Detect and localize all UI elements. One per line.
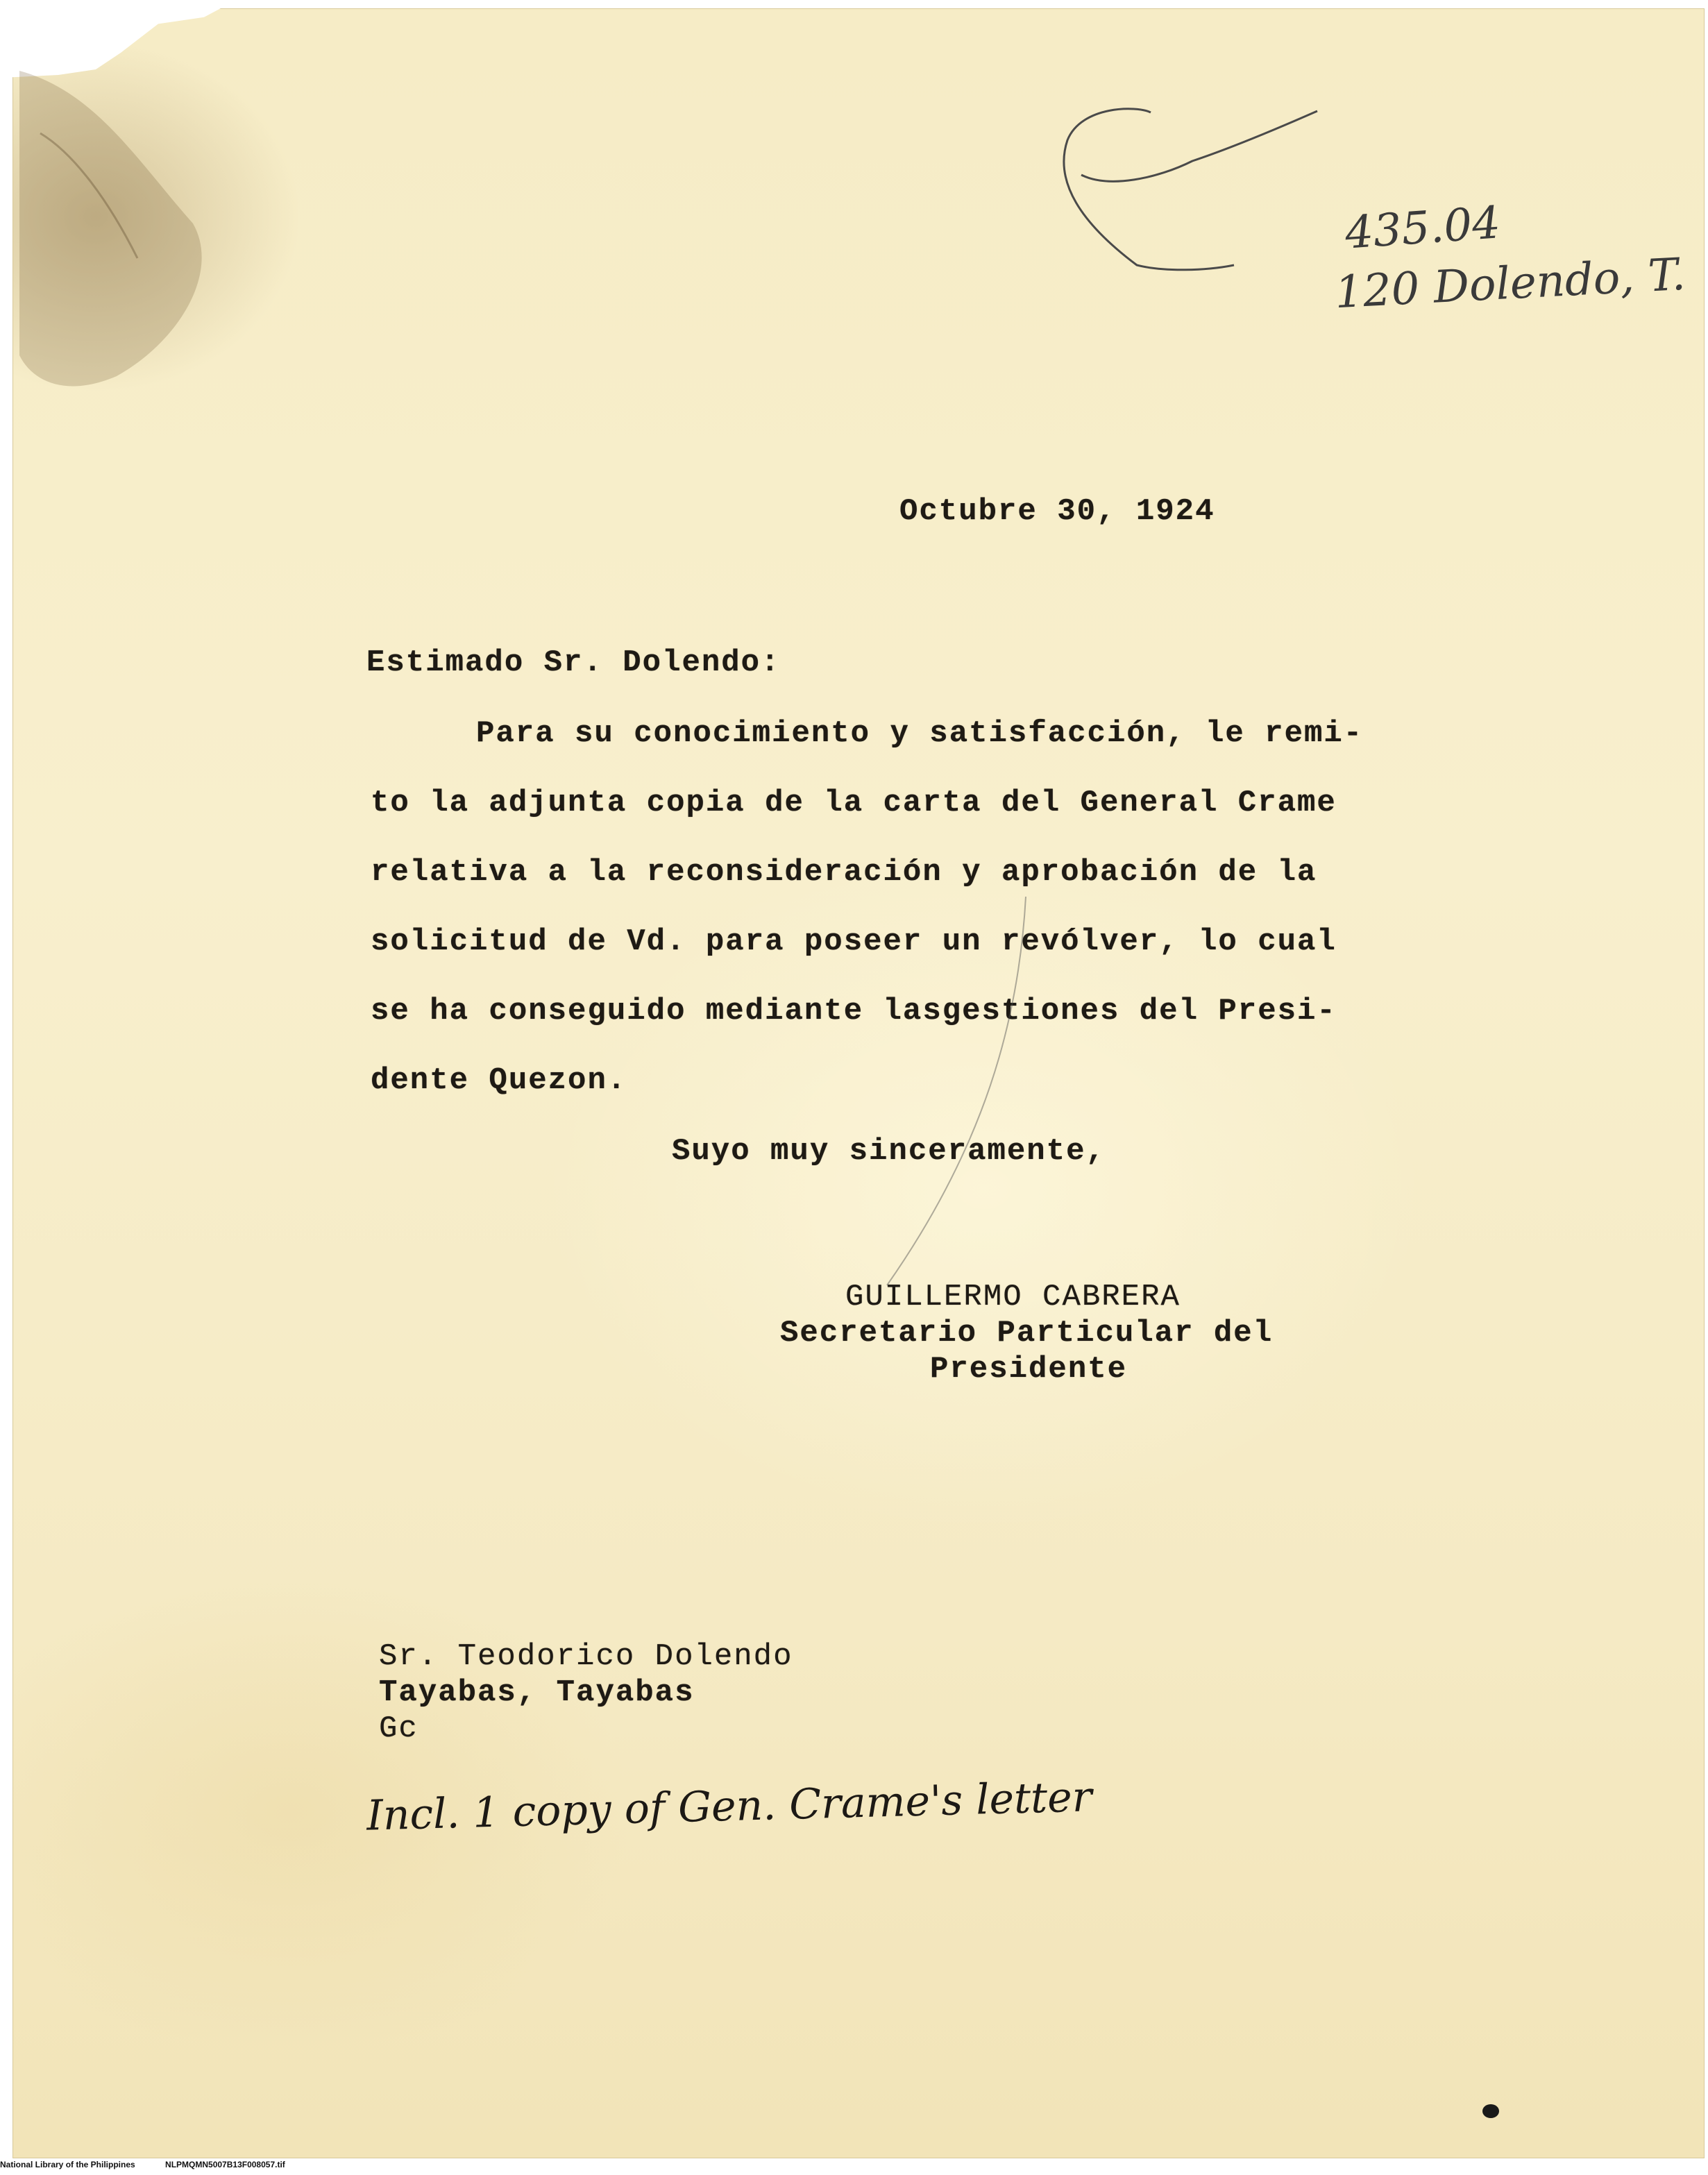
typist-initials: Gc: [379, 1711, 418, 1746]
body-line: Para su conocimiento y satisfacción, le remi-: [476, 716, 1364, 751]
body-line: solicitud de Vd. para poseer un revólver, lo cual: [371, 924, 1337, 959]
letter-salutation: Estimado Sr. Dolendo:: [366, 645, 781, 680]
scan-footer: [0, 2160, 1708, 2175]
letter-sheet: [12, 8, 1705, 2158]
signature-name: GUILLERMO CABRERA: [845, 1280, 1181, 1314]
file-name-annotation: 120 Dolendo, T.: [1333, 248, 1687, 319]
recipient-address: Tayabas, Tayabas: [379, 1675, 695, 1710]
file-number-annotation: 435.04: [1343, 197, 1503, 260]
pencil-check-mark: [1054, 99, 1331, 279]
ink-dot: [1477, 2097, 1505, 2125]
signature-title-line1: Secretario Particular del: [780, 1316, 1274, 1351]
body-line: se ha conseguido mediante lasgestiones del Presi-: [371, 994, 1337, 1029]
letter-closing: Suyo muy sinceramente,: [672, 1134, 1106, 1169]
body-line: dente Quezon.: [371, 1063, 627, 1098]
signature-title-line2: Presidente: [930, 1352, 1128, 1387]
letter-date: Octubre 30, 1924: [899, 494, 1215, 529]
footer-file-id: NLPMQMN5007B13F008057.tif: [165, 2160, 285, 2169]
enclosure-note: Incl. 1 copy of Gen. Crame's letter: [366, 1772, 1093, 1840]
body-line: to la adjunta copia de la carta del General Crame: [371, 786, 1337, 820]
recipient-name: Sr. Teodorico Dolendo: [379, 1639, 793, 1674]
pencil-stroke: [845, 883, 1054, 1299]
footer-institution: National Library of the Philippines: [0, 2160, 135, 2169]
body-line: relativa a la reconsideración y aprobación de la: [371, 855, 1317, 890]
corner-stain: [12, 50, 346, 411]
